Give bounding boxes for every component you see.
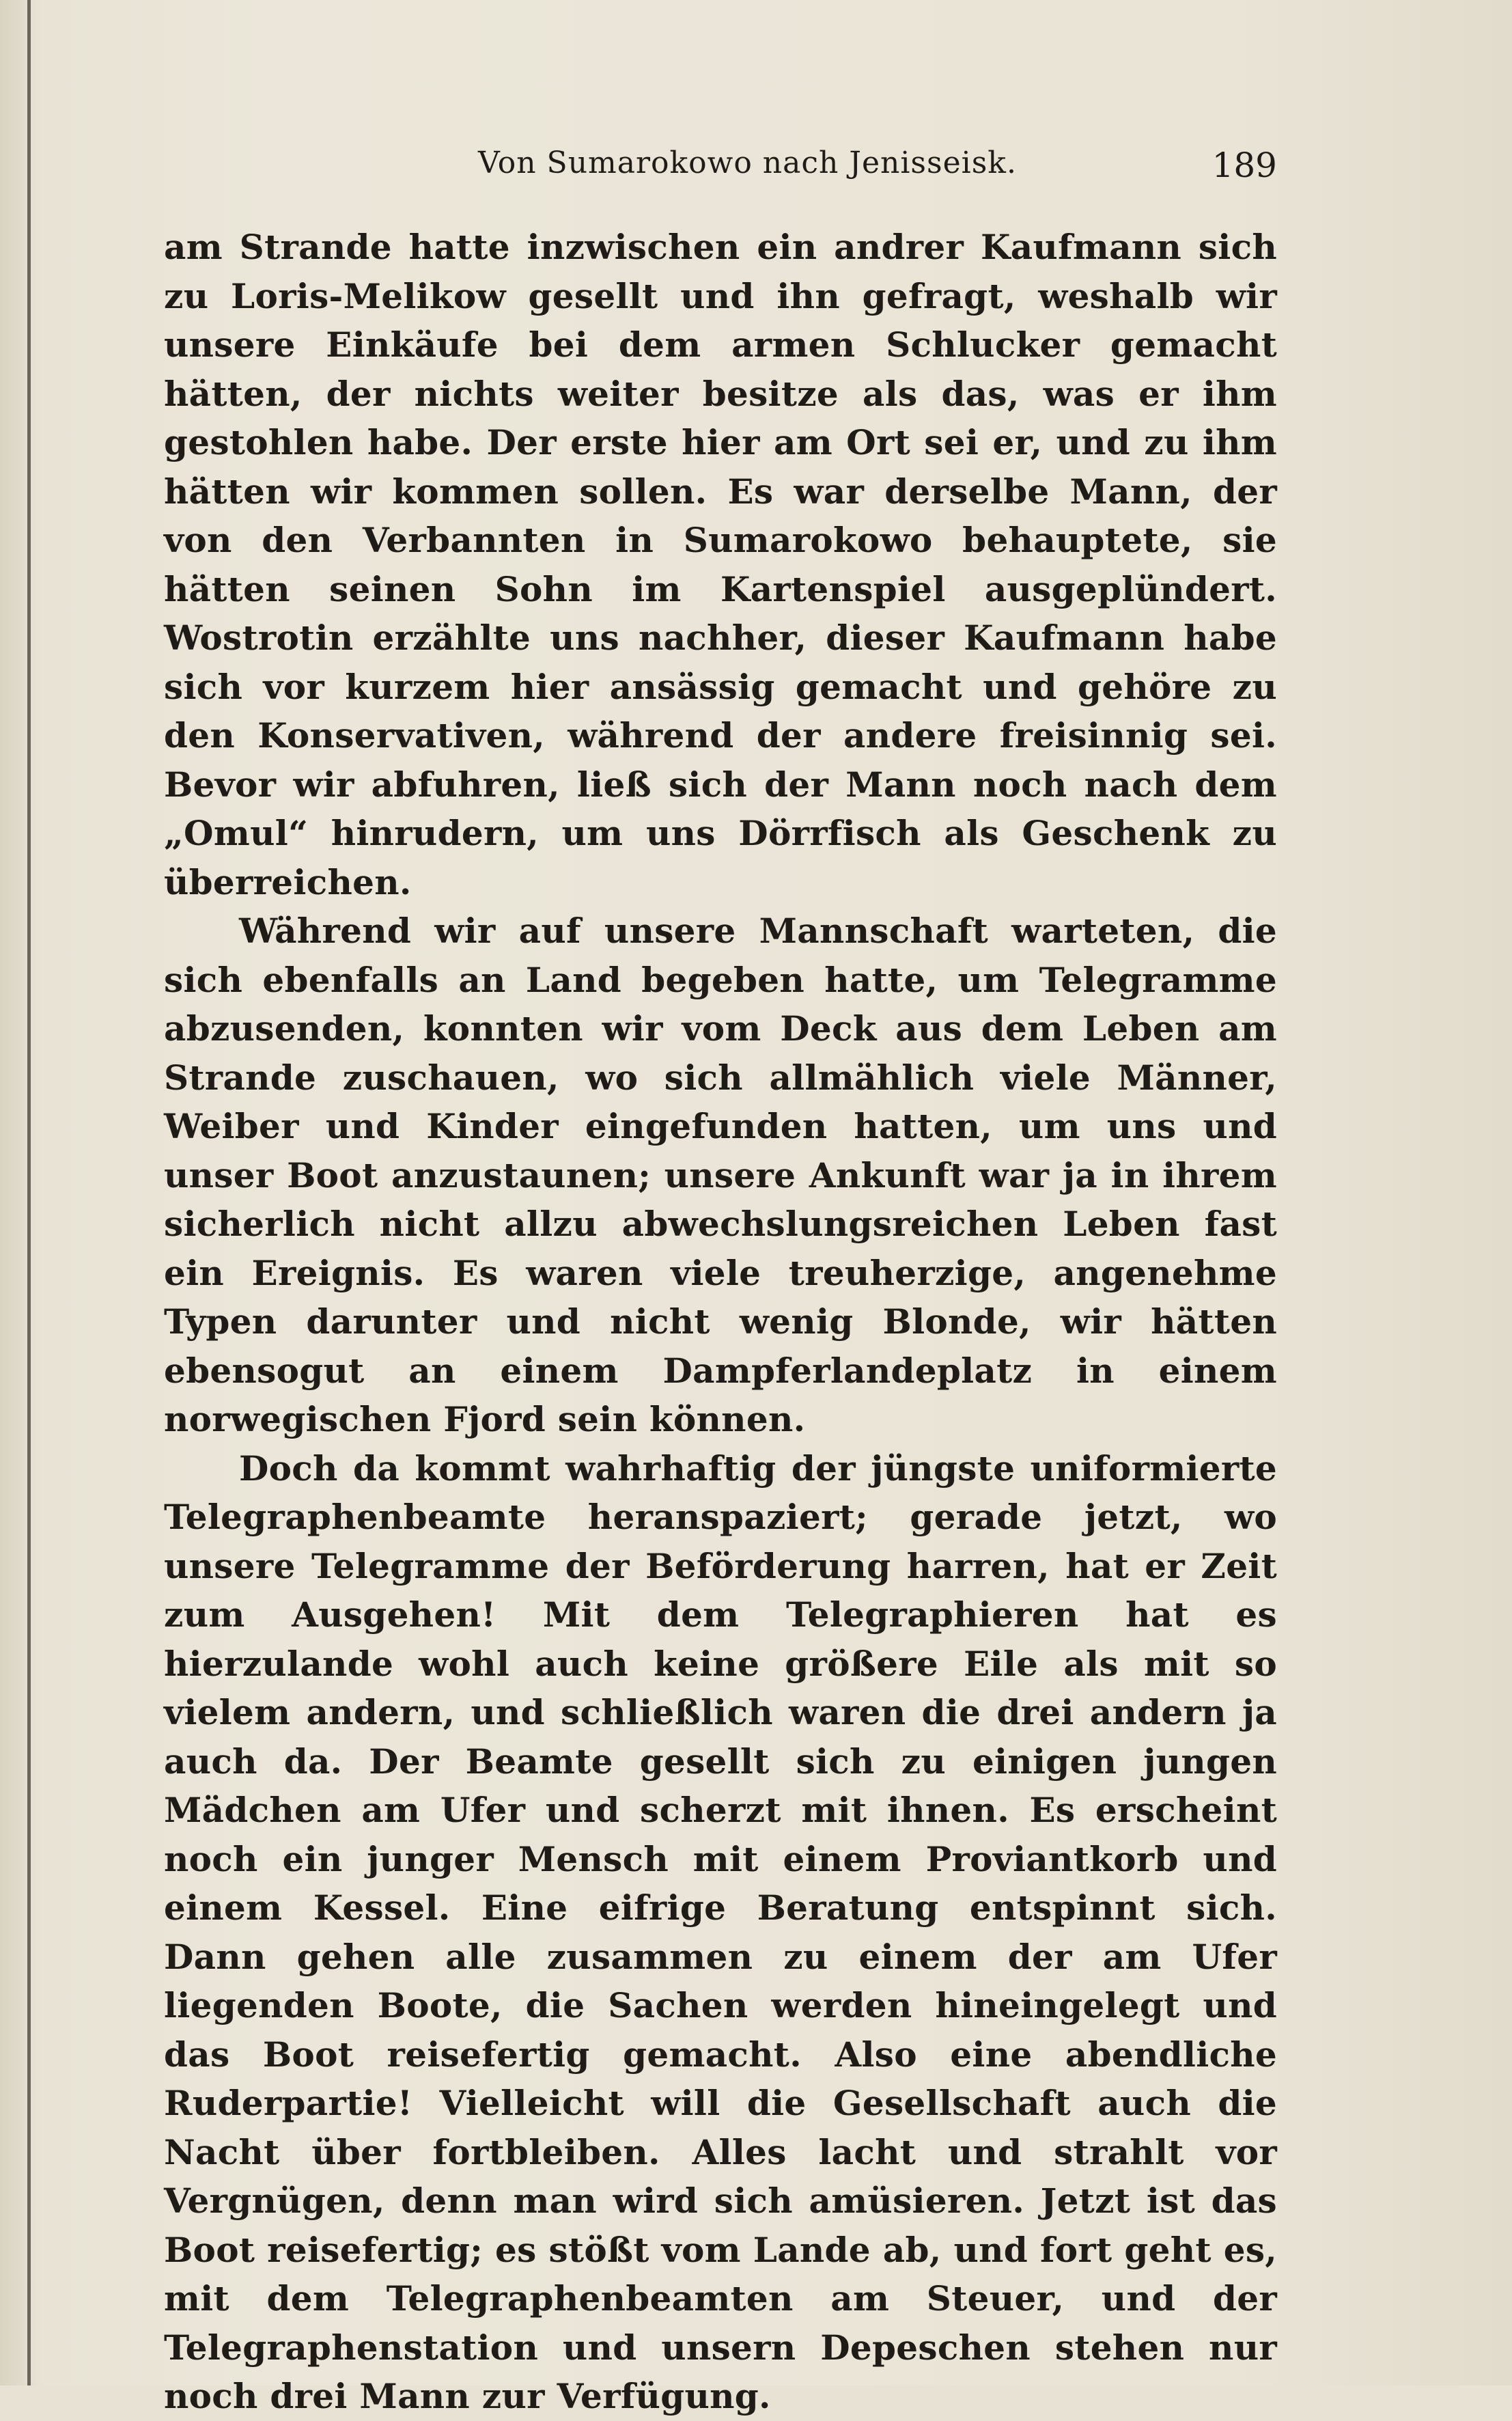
body-text	[164, 223, 1277, 2421]
binding-edge	[27, 0, 31, 2385]
paragraph: am Strande hatte inzwischen ein andrer Kaufmann sich zu Loris-Melikow gesellt und ihn gefragt, weshalb wir unsere Einkäufe bei dem armen Schlucker gemacht hätten, der nichts weiter besitze als das, was er ihm gestohlen habe. Der erste hier am Ort sei er, und zu ihm hätten wir kommen sollen. Es war derselbe Mann, der von den Verbannten in Sumarokowo behauptete, sie hätten seinen Sohn im Kartenspiel ausgeplündert. Wostrotin erzählte uns nachher, dieser Kaufmann habe sich vor kurzem hier ansässig gemacht und gehöre zu den Konservativen, während der andere freisinnig sei. Bevor wir abfuhren, ließ sich der Mann noch nach dem „Omul“ hinrudern, um uns Dörrfisch als Geschenk zu überreichen.	[164, 227, 1277, 902]
paragraph: Doch da kommt wahrhaftig der jüngste uniformierte Telegraphenbeamte heranspaziert; gerade jetzt, wo unsere Telegramme der Beförderung harren, hat er Zeit zum Ausgehen! Mit dem Telegraphieren hat es hierzulande wohl auch keine größere Eile als mit so vielem andern, und schließlich waren die drei andern ja auch da. Der Beamte gesellt sich zu einigen jungen Mädchen am Ufer und scherzt mit ihnen. Es erscheint noch ein junger Mensch mit einem Proviantkorb und einem Kessel. Eine eifrige Beratung entspinnt sich. Dann gehen alle zusammen zu einem der am Ufer liegenden Boote, die Sachen werden hineingelegt und das Boot reisefertig gemacht. Also eine abendliche Ruderpartie! Vielleicht will die Gesellschaft auch die Nacht über fortbleiben. Alles lacht und strahlt vor Vergnügen, denn man wird sich amüsieren. Jetzt ist das Boot reisefertig; es stößt vom Lande ab, und fort geht es, mit dem Telegraphenbeamten am Steuer, und der Telegraphenstation und unsern Depeschen stehen nur noch drei Mann zur Verfügung.	[164, 1448, 1277, 2416]
running-title: Von Sumarokowo nach Jenisseisk.	[478, 146, 1017, 180]
running-header	[164, 140, 1277, 195]
paragraph: Während wir auf unsere Mannschaft warteten, die sich ebenfalls an Land begeben hatte, um Telegramme abzusenden, konnten wir vom Deck aus dem Leben am Strande zuschauen, wo sich allmählich viele Männer, Weiber und Kinder eingefunden hatten, um uns und unser Boot anzustaunen; unsere Ankunft war ja in ihrem sicherlich nicht allzu abwechslungsreichen Leben fast ein Ereignis. Es waren viele treuherzige, angenehme Typen darunter und nicht wenig Blonde, wir hätten ebensogut an einem Dampferlandeplatz in einem norwegischen Fjord sein können.	[164, 911, 1277, 1439]
page-number: 189	[1212, 146, 1277, 185]
